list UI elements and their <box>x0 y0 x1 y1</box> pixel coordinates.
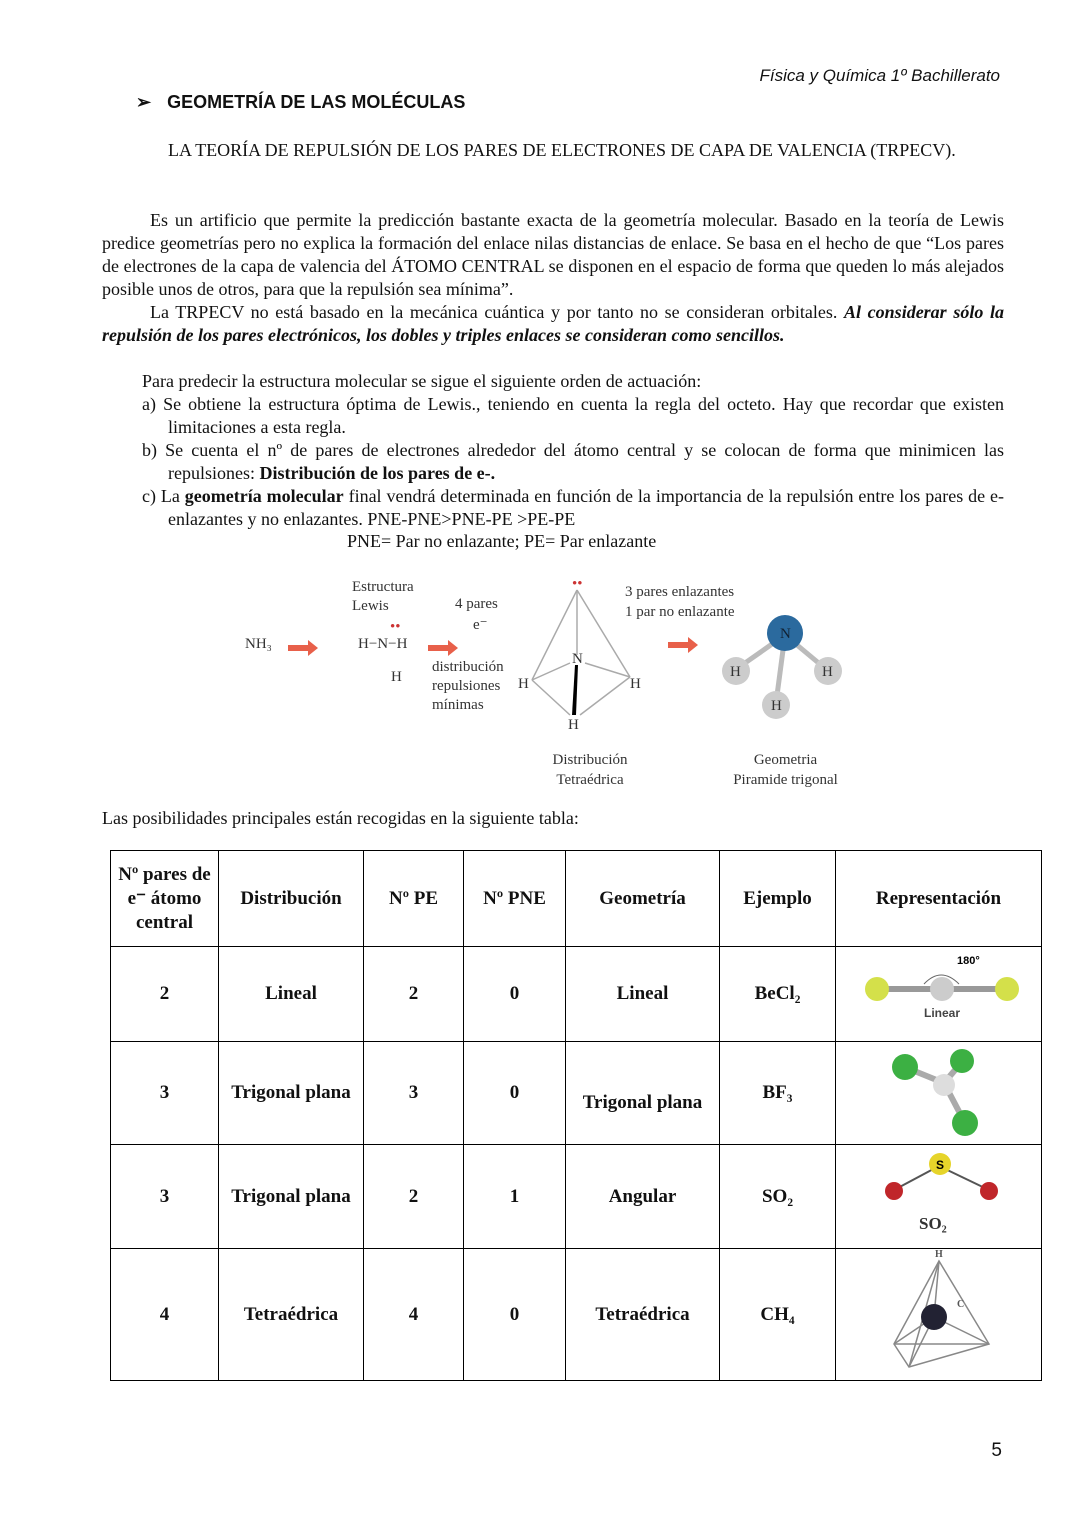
lewis-label-2: Lewis <box>352 598 389 614</box>
svg-text:N: N <box>572 651 583 667</box>
cell: CH₄ <box>720 1249 836 1381</box>
section-title-text: GEOMETRÍA DE LAS MOLÉCULAS <box>167 92 466 112</box>
cell: Trigonal plana <box>219 1042 364 1145</box>
h-label: H <box>934 1249 943 1260</box>
dist-1: distribución <box>432 659 504 675</box>
cell: Tetraédrica <box>566 1249 720 1381</box>
cell: 3 <box>111 1042 219 1145</box>
page-number: 5 <box>991 1440 1002 1461</box>
electron-label: e⁻ <box>473 617 488 633</box>
running-header: Física y Química 1º Bachillerato <box>759 66 1000 85</box>
section-title <box>136 92 465 113</box>
header-example: Ejemplo <box>720 851 836 947</box>
intro-p2-emphasis: Al considerar sólo la repulsión de los pares electrónicos, los dobles y triples enlaces se consideran como sencillos. <box>102 302 1004 345</box>
svg-text:N: N <box>780 626 791 642</box>
subtitle: LA TEORÍA DE REPULSIÓN DE LOS PARES DE ELECTRONES DE CAPA DE VALENCIA (TRPECV). <box>168 140 956 160</box>
nh3-label: NH₃ <box>245 636 272 652</box>
header-pairs: Nº pares de e⁻ átomo central <box>111 851 219 947</box>
header-pe: Nº PE <box>364 851 464 947</box>
dist-3: mínimas <box>432 697 484 713</box>
vsepr-table <box>110 850 1042 1381</box>
angle-label: 180° <box>956 955 980 967</box>
step-c-post: final vendrá determinada en función de la importancia de la repulsión entre los pares de e- enlazantes y no enlazantes. PNE-PNE>PNE-PE >PE-PE <box>168 486 1005 529</box>
bond-2: 1 par no enlazante <box>625 604 735 620</box>
so2-label: SO₂ <box>918 1214 947 1233</box>
linear-label: Linear <box>923 1006 960 1020</box>
step-c-bold: geometría molecular <box>184 486 344 506</box>
svg-text:••: •• <box>390 619 401 635</box>
steps-intro: Para predecir la estructura molecular se sigue el siguiente orden de actuación: <box>142 371 702 391</box>
arrow-bullet-icon: ➢ <box>136 92 152 112</box>
cell: 4 <box>364 1249 464 1381</box>
steps-list <box>142 370 1004 531</box>
nh3-figure <box>230 575 860 800</box>
svg-text:H: H <box>630 676 641 692</box>
cell: 1 <box>464 1145 566 1249</box>
bond-1: 3 pares enlazantes <box>625 584 735 600</box>
cell: 0 <box>464 947 566 1042</box>
step-b-bold: Distribución de los pares de e-. <box>259 463 496 483</box>
step-c-pre: c) La <box>142 486 185 506</box>
cell: 4 <box>111 1249 219 1381</box>
cap1b: Tetraédrica <box>556 772 624 788</box>
caption-pyramid <box>718 750 853 790</box>
header-distribution: Distribución <box>219 851 364 947</box>
header-geometry: Geometría <box>566 851 720 947</box>
cell: 2 <box>364 1145 464 1249</box>
cell: 2 <box>111 947 219 1042</box>
lewis-label: Estructura <box>352 579 414 595</box>
table-row <box>111 1042 1042 1145</box>
cell: Lineal <box>219 947 364 1042</box>
intro-text <box>102 209 1004 347</box>
svg-text:H: H <box>518 676 529 692</box>
becl2-image-cell <box>836 947 1042 1042</box>
intro-paragraph-1: Es un artificio que permite la predicción bastante exacta de la geometría molecular. Basado en la teoría de Lewis predice geometrías pero no explica la formación del enlace nilas distancias de enlace. Se basa en el hecho de que “Los pares de electrones de la capa de valencia del ÁTOMO CENTRAL se disponen en el espacio de forma que queden lo más alejados posible unos de otros, para que la repulsión sea mínima”. <box>102 210 1004 299</box>
cap1a: Distribución <box>552 752 628 768</box>
svg-text:H: H <box>822 664 833 680</box>
pair-legend: PNE= Par no enlazante; PE= Par enlazante <box>347 531 657 551</box>
header-representation: Representación <box>836 851 1042 947</box>
cell: 0 <box>464 1249 566 1381</box>
cell: 3 <box>364 1042 464 1145</box>
cell: Angular <box>566 1145 720 1249</box>
svg-text:H−N−H: H−N−H <box>358 636 408 652</box>
table-intro: Las posibilidades principales están recogidas en la siguiente tabla: <box>102 808 579 828</box>
step-a: a) Se obtiene la estructura óptima de Lewis., teniendo en cuenta la regla del octeto. Hay que recordar que existen limitaciones a esta regla. <box>142 394 1004 437</box>
cell: Trigonal plana <box>219 1145 364 1249</box>
cell: Trigonal plana <box>566 1042 720 1145</box>
cell: Lineal <box>566 947 720 1042</box>
table-row <box>111 1145 1042 1249</box>
bf3-image-cell <box>836 1042 1042 1145</box>
sulfur-label: S <box>935 1158 944 1172</box>
step-c <box>142 485 1004 531</box>
pairs-label: 4 pares <box>455 596 498 612</box>
trigonal-molecule-image <box>839 1043 1039 1138</box>
cell: 0 <box>464 1042 566 1145</box>
cell: SO₂ <box>720 1145 836 1249</box>
linear-molecule-image <box>839 951 1039 1031</box>
header-pne: Nº PNE <box>464 851 566 947</box>
angular-molecule-image <box>839 1146 1039 1241</box>
cell: 3 <box>111 1145 219 1249</box>
step-b-text: b) Se cuenta el nº de pares de electrones alrededor del átomo central y se colocan de forma que minimicen las repulsiones: <box>142 440 1004 483</box>
cap2b: Piramide trigonal <box>733 772 838 788</box>
svg-text:••: •• <box>572 576 583 592</box>
dist-2: repulsiones <box>432 678 501 694</box>
tetrahedral-molecule-image <box>839 1249 1039 1374</box>
table-header-row <box>111 851 1042 947</box>
caption-tetrahedral <box>530 750 650 790</box>
intro-p2-text: La TRPECV no está basado en la mecánica cuántica y por tanto no se consideran orbitales. <box>150 302 838 322</box>
cell: BeCl₂ <box>720 947 836 1042</box>
bond-note <box>625 582 735 622</box>
intro-paragraph-2 <box>102 301 1004 347</box>
cell: BF₃ <box>720 1042 836 1145</box>
distribution-note <box>432 658 504 715</box>
cap2a: Geometria <box>753 752 818 768</box>
table-row <box>111 1249 1042 1381</box>
svg-text:H: H <box>568 717 579 733</box>
so2-image-cell <box>836 1145 1042 1249</box>
table-row <box>111 947 1042 1042</box>
svg-text:H: H <box>771 698 782 714</box>
c-label: C <box>956 1299 964 1310</box>
step-b <box>142 439 1004 485</box>
ch4-image-cell <box>836 1249 1042 1381</box>
svg-text:H: H <box>730 664 741 680</box>
cell: 2 <box>364 947 464 1042</box>
cell: Tetraédrica <box>219 1249 364 1381</box>
svg-text:H: H <box>391 669 402 685</box>
